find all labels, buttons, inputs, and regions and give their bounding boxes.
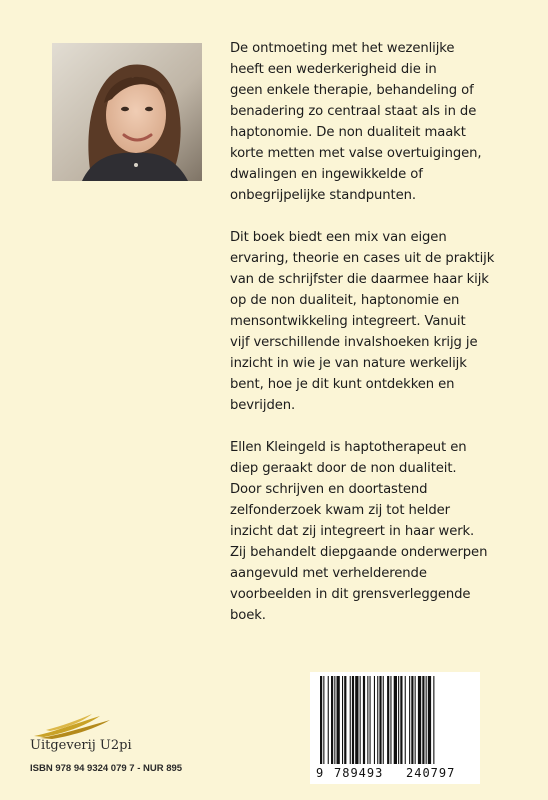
blurb-line: van de schrijfster die daarmee haar kijk [230,272,489,287]
barcode-bar [433,676,434,764]
blurb-line: Zij behandelt diepgaande onderwerpen [230,545,488,560]
barcode-bar [405,676,406,764]
barcode-bar [415,676,416,764]
blurb-line: Door schrijven en doortastend [230,482,428,497]
barcode-bar [418,676,421,764]
barcode-bar [377,676,378,764]
barcode-bar [337,676,340,764]
publisher-logo-icon [30,712,120,740]
blurb-line: geen enkele therapie, behandeling of [230,83,474,98]
blurb-line: bevrijden. [230,398,296,413]
barcode-bar [342,676,343,764]
blurb-line: diep geraakt door de non dualiteit. [230,461,457,476]
barcode-bar [390,676,391,764]
blurb-paragraph-1 [230,38,530,206]
barcode-bar [411,676,413,764]
publisher-name: Uitgeverij U2pi [30,738,132,753]
blurb-line: korte metten met valse overtuigingen, [230,146,482,161]
barcode-digit-first: 9 [316,766,324,780]
barcode-bars [310,672,480,766]
barcode-bar [374,676,375,764]
blurb-paragraph-3 [230,437,530,626]
blurb-line: inzicht in wie je van nature werkelijk [230,356,467,371]
blurb-line: zelfonderzoek kwam zij tot helder [230,503,450,518]
barcode-bar [360,676,361,764]
barcode-bar [331,676,333,764]
isbn-nur-line: ISBN 978 94 9324 079 7 - NUR 895 [30,763,183,774]
blurb-line: boek. [230,608,266,623]
blurb-line: Dit boek biedt een mix van eigen [230,230,447,245]
blurb-line: ervaring, theorie en cases uit de praktijk [230,251,495,266]
blurb-line: haptonomie. De non dualiteit maakt [230,125,466,140]
blurb-line: op de non dualiteit, haptonomie en [230,293,460,308]
barcode-bar [400,676,402,764]
barcode-bar [370,676,371,764]
barcode-bar [387,676,389,764]
barcode-digits-right: 240797 [406,766,456,780]
barcode-bar [428,676,431,764]
barcode-bar [422,676,424,764]
barcode-bar [334,676,335,764]
isbn-barcode [310,672,480,784]
barcode-bar [344,676,346,764]
blurb-line: heeft een wederkerigheid die in [230,62,437,77]
barcode-bar [320,676,322,764]
blurb-line: voorbeelden in dit grensverleggende [230,587,471,602]
barcode-bar [398,676,399,764]
barcode-bar [379,676,381,764]
barcode-bar [323,676,324,764]
author-photo [52,43,202,181]
blurb-line: onbegrijpelijke standpunten. [230,188,416,203]
barcode-bar [350,676,351,764]
blurb-line: dwalingen en ingewikkelde of [230,167,423,182]
blurb-paragraph-2 [230,227,530,416]
blurb-line: benadering zo centraal staat als in de [230,104,477,119]
barcode-bar [409,676,410,764]
blurb-line: inzicht dat zij integreert in haar werk. [230,524,475,539]
blurb-line: Ellen Kleingeld is haptotherapeut en [230,440,467,455]
barcode-bar [426,676,427,764]
publisher-block [30,712,210,753]
barcode-digits-left: 789493 [334,766,384,780]
barcode-bar [394,676,397,764]
blurb-line: mensontwikkeling integreert. Vanuit [230,314,466,329]
barcode-bar [355,676,358,764]
barcode-bar [352,676,354,764]
barcode-bar [328,676,329,764]
blurb-line: bent, hoe je dit kunt ontdekken en [230,377,455,392]
barcode-bar [383,676,384,764]
barcode-bar [367,676,368,764]
blurb-line: De ontmoeting met het wezenlijke [230,41,455,56]
blurb-line: vijf verschillende invalshoeken krijg je [230,335,478,350]
back-cover-blurb [230,38,530,647]
blurb-line: aangevuld met verhelderende [230,566,427,581]
barcode-bar [363,676,365,764]
